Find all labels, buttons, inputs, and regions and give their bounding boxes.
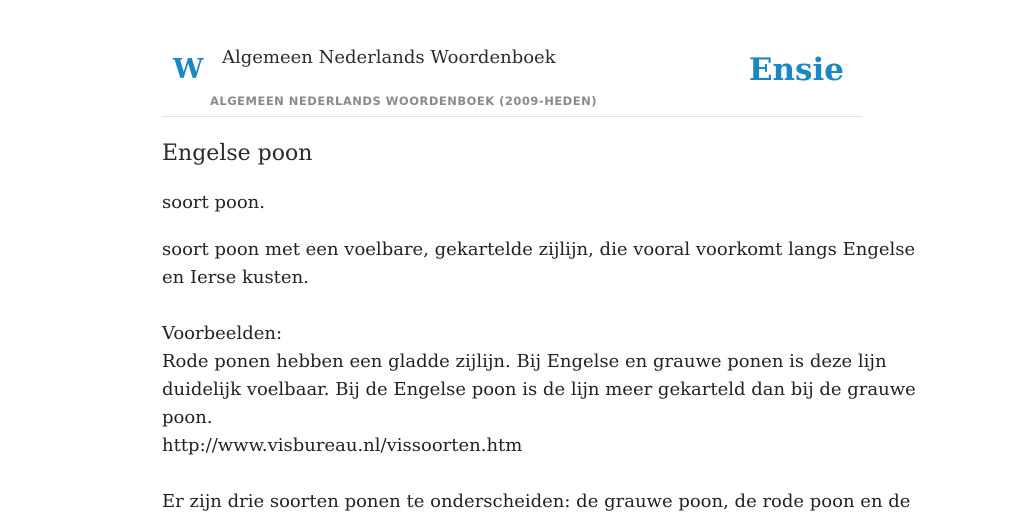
page-header (162, 0, 862, 117)
dictionary-logo-icon[interactable]: W (173, 54, 204, 85)
spacer (162, 292, 862, 320)
spacer (162, 460, 862, 488)
definition-line: en Ierse kusten. (162, 267, 309, 288)
trailing-text-line: Er zijn drie soorten ponen te onderscheiden: de grauwe poon, de rode poon en de (162, 491, 911, 512)
source-link[interactable]: http://www.visbureau.nl/vissoorten.htm (162, 435, 523, 456)
ensie-brand-logo[interactable]: Ensie (748, 52, 844, 88)
example-line: poon. (162, 407, 213, 428)
example-line: duidelijk voelbaar. Bij de Engelse poon is de lijn meer gekarteld dan bij de grauwe (162, 379, 916, 400)
entry-content (162, 138, 916, 512)
entry-description (162, 236, 916, 512)
examples-heading: Voorbeelden: (162, 323, 283, 344)
entry-headword: Engelse poon (162, 141, 313, 166)
definition-line: soort poon met een voelbare, gekartelde zijlijn, die vooral voorkomt langs Engelse (162, 239, 916, 260)
short-definition: soort poon. (162, 192, 265, 213)
example-line: Rode ponen hebben een gladde zijlijn. Bij Engelse en grauwe ponen is deze lijn (162, 351, 887, 372)
source-subtitle: ALGEMEEN NEDERLANDS WOORDENBOEK (2009-HEDEN) (210, 94, 597, 108)
source-title[interactable]: Algemeen Nederlands Woordenboek (222, 47, 556, 68)
